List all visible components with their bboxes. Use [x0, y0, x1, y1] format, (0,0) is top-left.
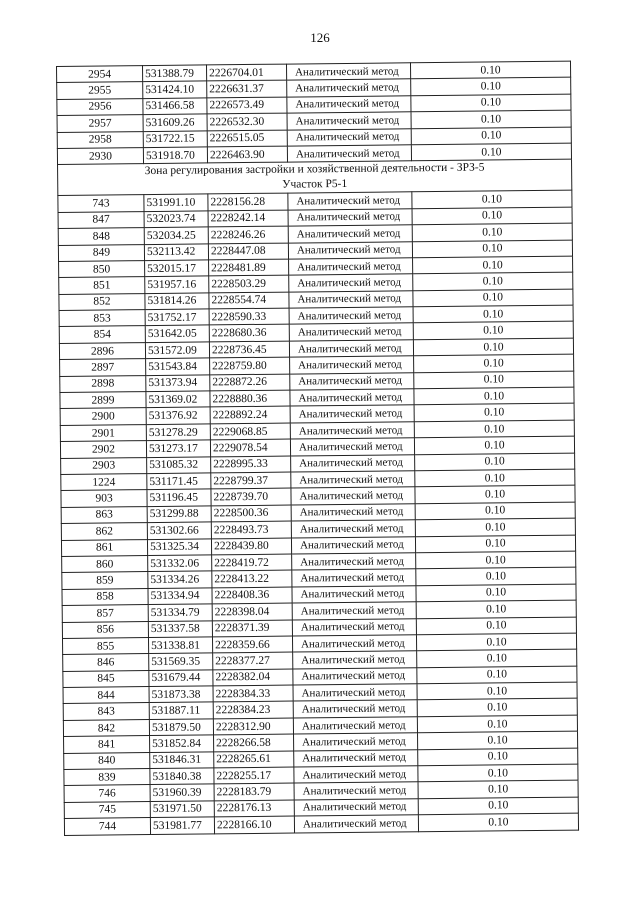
x-coordinate-cell: 531572.09 [145, 342, 209, 359]
y-coordinate-cell: 2228590.33 [209, 308, 289, 325]
method-cell: Аналитический метод [289, 258, 413, 276]
x-coordinate-cell: 531981.77 [150, 817, 214, 834]
accuracy-cell: 0.10 [415, 502, 575, 520]
x-coordinate-cell: 531873.38 [149, 686, 213, 703]
point-number-cell: 2955 [57, 82, 143, 99]
y-coordinate-cell: 2228359.66 [212, 636, 292, 653]
point-number-cell: 746 [64, 785, 150, 802]
method-cell: Аналитический метод [287, 96, 411, 114]
method-cell: Аналитический метод [287, 128, 411, 146]
point-number-cell: 858 [62, 588, 148, 605]
point-number-cell: 862 [61, 523, 147, 540]
point-number-cell: 854 [59, 326, 145, 343]
method-cell: Аналитический метод [291, 504, 415, 522]
point-number-cell: 2958 [57, 131, 143, 148]
accuracy-cell: 0.10 [417, 699, 577, 717]
accuracy-cell: 0.10 [412, 207, 572, 225]
method-cell: Аналитический метод [289, 340, 413, 358]
y-coordinate-cell: 2228242.14 [208, 210, 288, 227]
accuracy-cell: 0.10 [416, 633, 576, 651]
method-cell: Аналитический метод [290, 372, 414, 390]
y-coordinate-cell: 2229068.85 [210, 423, 290, 440]
accuracy-cell: 0.10 [414, 420, 574, 438]
x-coordinate-cell: 531278.29 [146, 424, 210, 441]
point-number-cell: 2901 [60, 424, 146, 441]
x-coordinate-cell: 531887.11 [149, 702, 213, 719]
accuracy-cell: 0.10 [416, 617, 576, 635]
method-cell: Аналитический метод [289, 323, 413, 341]
point-number-cell: 744 [64, 818, 150, 835]
accuracy-cell: 0.10 [418, 731, 578, 749]
y-coordinate-cell: 2228398.04 [212, 603, 292, 620]
accuracy-cell: 0.10 [413, 305, 573, 323]
y-coordinate-cell: 2228265.61 [214, 751, 294, 768]
y-coordinate-cell: 2226515.05 [207, 130, 287, 147]
x-coordinate-cell: 531960.39 [150, 784, 214, 801]
method-cell: Аналитический метод [288, 225, 412, 243]
point-number-cell: 843 [63, 703, 149, 720]
y-coordinate-cell: 2228447.08 [208, 243, 288, 260]
method-cell: Аналитический метод [290, 438, 414, 456]
accuracy-cell: 0.10 [415, 518, 575, 536]
y-coordinate-cell: 2226704.01 [206, 64, 286, 81]
accuracy-cell: 0.10 [413, 272, 573, 290]
y-coordinate-cell: 2228493.73 [211, 521, 291, 538]
method-cell: Аналитический метод [293, 717, 417, 735]
y-coordinate-cell: 2228156.28 [208, 193, 288, 210]
x-coordinate-cell: 531569.35 [149, 653, 213, 670]
accuracy-cell: 0.10 [411, 143, 571, 161]
y-coordinate-cell: 2228413.22 [212, 570, 292, 587]
x-coordinate-cell: 531302.66 [147, 522, 211, 539]
y-coordinate-cell: 2228312.90 [213, 718, 293, 735]
y-coordinate-cell: 2228680.36 [209, 325, 289, 342]
y-coordinate-cell: 2228759.80 [210, 357, 290, 374]
y-coordinate-cell: 2228371.39 [212, 620, 292, 637]
accuracy-cell: 0.10 [415, 453, 575, 471]
x-coordinate-cell: 531609.26 [143, 114, 207, 131]
point-number-cell: 855 [62, 637, 148, 654]
point-number-cell: 860 [62, 556, 148, 573]
x-coordinate-cell: 531543.84 [146, 358, 210, 375]
method-cell: Аналитический метод [294, 782, 418, 800]
x-coordinate-cell: 531334.26 [148, 571, 212, 588]
y-coordinate-cell: 2226532.30 [207, 113, 287, 130]
y-coordinate-cell: 2228246.26 [208, 226, 288, 243]
point-number-cell: 2957 [57, 115, 143, 132]
point-number-cell: 2900 [60, 408, 146, 425]
y-coordinate-cell: 2228176.13 [214, 800, 294, 817]
coordinates-table-sheet [56, 61, 578, 836]
accuracy-cell: 0.10 [410, 61, 570, 79]
x-coordinate-cell: 531879.50 [149, 719, 213, 736]
method-cell: Аналитический метод [294, 766, 418, 784]
accuracy-cell: 0.10 [411, 94, 571, 112]
y-coordinate-cell: 2228408.36 [212, 587, 292, 604]
y-coordinate-cell: 2228183.79 [214, 783, 294, 800]
accuracy-cell: 0.10 [418, 797, 578, 815]
point-number-cell: 845 [63, 670, 149, 687]
x-coordinate-cell: 531325.34 [147, 538, 211, 555]
page-number: 126 [310, 30, 330, 45]
section-subtitle: Участок Р5-1 [282, 178, 348, 191]
method-cell: Аналитический метод [291, 520, 415, 538]
table-body-bottom [58, 190, 579, 835]
y-coordinate-cell: 2228739.70 [211, 488, 291, 505]
accuracy-cell: 0.10 [417, 715, 577, 733]
accuracy-cell: 0.10 [416, 600, 576, 618]
accuracy-cell: 0.10 [414, 387, 574, 405]
y-coordinate-cell: 2228384.33 [213, 685, 293, 702]
accuracy-cell: 0.10 [416, 584, 576, 602]
accuracy-cell: 0.10 [418, 780, 578, 798]
point-number-cell: 852 [59, 293, 145, 310]
accuracy-cell: 0.10 [414, 371, 574, 389]
x-coordinate-cell: 531337.58 [148, 620, 212, 637]
x-coordinate-cell: 531846.31 [150, 752, 214, 769]
y-coordinate-cell: 2226463.90 [207, 146, 287, 163]
method-cell: Аналитический метод [292, 618, 416, 636]
accuracy-cell: 0.10 [416, 551, 576, 569]
accuracy-cell: 0.10 [418, 748, 578, 766]
method-cell: Аналитический метод [294, 799, 418, 817]
point-number-cell: 2897 [60, 359, 146, 376]
y-coordinate-cell: 2228799.37 [211, 472, 291, 489]
y-coordinate-cell: 2229078.54 [210, 439, 290, 456]
point-number-cell: 1224 [61, 474, 147, 491]
point-number-cell: 853 [59, 310, 145, 327]
x-coordinate-cell: 531171.45 [147, 473, 211, 490]
x-coordinate-cell: 531388.79 [143, 65, 207, 82]
accuracy-cell: 0.10 [417, 682, 577, 700]
method-cell: Аналитический метод [289, 290, 413, 308]
point-number-cell: 2903 [61, 457, 147, 474]
accuracy-cell: 0.10 [415, 485, 575, 503]
x-coordinate-cell: 531334.94 [148, 588, 212, 605]
accuracy-cell: 0.10 [411, 110, 571, 128]
accuracy-cell: 0.10 [413, 338, 573, 356]
x-coordinate-cell: 531722.15 [143, 130, 207, 147]
method-cell: Аналитический метод [289, 307, 413, 325]
x-coordinate-cell: 531373.94 [146, 375, 210, 392]
point-number-cell: 743 [58, 195, 144, 212]
accuracy-cell: 0.10 [412, 223, 572, 241]
point-number-cell: 846 [63, 654, 149, 671]
y-coordinate-cell: 2228377.27 [213, 652, 293, 669]
x-coordinate-cell: 531814.26 [145, 293, 209, 310]
x-coordinate-cell: 531957.16 [145, 276, 209, 293]
method-cell: Аналитический метод [290, 356, 414, 374]
point-number-cell: 2898 [60, 375, 146, 392]
accuracy-cell: 0.10 [411, 127, 571, 145]
method-cell: Аналитический метод [293, 700, 417, 718]
accuracy-cell: 0.10 [414, 436, 574, 454]
y-coordinate-cell: 2228439.80 [211, 538, 291, 555]
accuracy-cell: 0.10 [415, 535, 575, 553]
y-coordinate-cell: 2228500.36 [211, 505, 291, 522]
x-coordinate-cell: 531852.84 [150, 735, 214, 752]
y-coordinate-cell: 2228503.29 [209, 275, 289, 292]
method-cell: Аналитический метод [287, 112, 411, 130]
x-coordinate-cell: 531332.06 [148, 555, 212, 572]
method-cell: Аналитический метод [288, 192, 412, 210]
x-coordinate-cell: 531299.88 [147, 506, 211, 523]
point-number-cell: 839 [64, 769, 150, 786]
x-coordinate-cell: 532023.74 [144, 211, 208, 228]
y-coordinate-cell: 2228995.33 [211, 456, 291, 473]
point-number-cell: 2956 [57, 98, 143, 115]
point-number-cell: 844 [63, 687, 149, 704]
x-coordinate-cell: 531369.02 [146, 391, 210, 408]
x-coordinate-cell: 531991.10 [144, 194, 208, 211]
y-coordinate-cell: 2228892.24 [210, 406, 290, 423]
x-coordinate-cell: 531679.44 [149, 670, 213, 687]
y-coordinate-cell: 2228166.10 [214, 816, 294, 833]
method-cell: Аналитический метод [286, 63, 410, 81]
method-cell: Аналитический метод [290, 405, 414, 423]
method-cell: Аналитический метод [294, 733, 418, 751]
point-number-cell: 840 [64, 752, 150, 769]
x-coordinate-cell: 532015.17 [145, 260, 209, 277]
y-coordinate-cell: 2228872.26 [210, 374, 290, 391]
y-coordinate-cell: 2228419.72 [212, 554, 292, 571]
method-cell: Аналитический метод [292, 602, 416, 620]
y-coordinate-cell: 2228384.23 [213, 702, 293, 719]
y-coordinate-cell: 2228481.89 [209, 259, 289, 276]
x-coordinate-cell: 531334.79 [148, 604, 212, 621]
method-cell: Аналитический метод [293, 651, 417, 669]
x-coordinate-cell: 531840.38 [150, 768, 214, 785]
point-number-cell: 848 [58, 228, 144, 245]
y-coordinate-cell: 2228880.36 [210, 390, 290, 407]
method-cell: Аналитический метод [287, 145, 411, 163]
point-number-cell: 847 [58, 211, 144, 228]
y-coordinate-cell: 2228266.58 [214, 734, 294, 751]
method-cell: Аналитический метод [287, 79, 411, 97]
x-coordinate-cell: 532034.25 [144, 227, 208, 244]
x-coordinate-cell: 531752.17 [145, 309, 209, 326]
x-coordinate-cell: 531196.45 [147, 489, 211, 506]
point-number-cell: 851 [59, 277, 145, 294]
method-cell: Аналитический метод [292, 569, 416, 587]
point-number-cell: 857 [62, 605, 148, 622]
point-number-cell: 745 [64, 801, 150, 818]
x-coordinate-cell: 531466.58 [143, 98, 207, 115]
x-coordinate-cell: 531376.92 [146, 407, 210, 424]
accuracy-cell: 0.10 [411, 78, 571, 96]
point-number-cell: 903 [61, 490, 147, 507]
x-coordinate-cell: 531085.32 [147, 456, 211, 473]
point-number-cell: 863 [61, 506, 147, 523]
y-coordinate-cell: 2226631.37 [207, 80, 287, 97]
method-cell: Аналитический метод [292, 553, 416, 571]
point-number-cell: 2902 [60, 441, 146, 458]
method-cell: Аналитический метод [291, 487, 415, 505]
y-coordinate-cell: 2228382.04 [213, 669, 293, 686]
accuracy-cell: 0.10 [413, 322, 573, 340]
method-cell: Аналитический метод [292, 585, 416, 603]
coordinates-table [56, 61, 579, 836]
x-coordinate-cell: 531918.70 [143, 147, 207, 164]
accuracy-cell: 0.10 [412, 190, 572, 208]
accuracy-cell: 0.10 [417, 666, 577, 684]
point-number-cell: 850 [59, 260, 145, 277]
method-cell: Аналитический метод [289, 274, 413, 292]
y-coordinate-cell: 2228554.74 [209, 292, 289, 309]
x-coordinate-cell: 532113.42 [144, 243, 208, 260]
accuracy-cell: 0.10 [412, 240, 572, 258]
method-cell: Аналитический метод [294, 815, 418, 833]
x-coordinate-cell: 531273.17 [146, 440, 210, 457]
point-number-cell: 2930 [57, 148, 143, 165]
point-number-cell: 2954 [57, 66, 143, 83]
accuracy-cell: 0.10 [418, 813, 578, 831]
method-cell: Аналитический метод [288, 241, 412, 259]
x-coordinate-cell: 531642.05 [145, 325, 209, 342]
method-cell: Аналитический метод [288, 209, 412, 227]
x-coordinate-cell: 531424.10 [143, 81, 207, 98]
method-cell: Аналитический метод [294, 749, 418, 767]
accuracy-cell: 0.10 [416, 567, 576, 585]
method-cell: Аналитический метод [290, 422, 414, 440]
y-coordinate-cell: 2226573.49 [207, 97, 287, 114]
method-cell: Аналитический метод [291, 471, 415, 489]
accuracy-cell: 0.10 [418, 764, 578, 782]
point-number-cell: 849 [58, 244, 144, 261]
y-coordinate-cell: 2228736.45 [209, 341, 289, 358]
point-number-cell: 842 [63, 719, 149, 736]
accuracy-cell: 0.10 [415, 469, 575, 487]
x-coordinate-cell: 531971.50 [150, 801, 214, 818]
y-coordinate-cell: 2228255.17 [214, 767, 294, 784]
point-number-cell: 856 [62, 621, 148, 638]
accuracy-cell: 0.10 [414, 354, 574, 372]
x-coordinate-cell: 531338.81 [148, 637, 212, 654]
accuracy-cell: 0.10 [414, 404, 574, 422]
table-body-top [57, 61, 572, 165]
method-cell: Аналитический метод [292, 635, 416, 653]
method-cell: Аналитический метод [293, 684, 417, 702]
accuracy-cell: 0.10 [413, 289, 573, 307]
point-number-cell: 841 [64, 736, 150, 753]
accuracy-cell: 0.10 [417, 649, 577, 667]
point-number-cell: 861 [61, 539, 147, 556]
method-cell: Аналитический метод [293, 667, 417, 685]
method-cell: Аналитический метод [291, 536, 415, 554]
point-number-cell: 2899 [60, 392, 146, 409]
method-cell: Аналитический метод [291, 454, 415, 472]
section-title: Зона регулирования застройки и хозяйственной деятельности - ЗРЗ-5 [144, 161, 485, 178]
point-number-cell: 2896 [59, 342, 145, 359]
method-cell: Аналитический метод [290, 389, 414, 407]
point-number-cell: 859 [62, 572, 148, 589]
accuracy-cell: 0.10 [413, 256, 573, 274]
